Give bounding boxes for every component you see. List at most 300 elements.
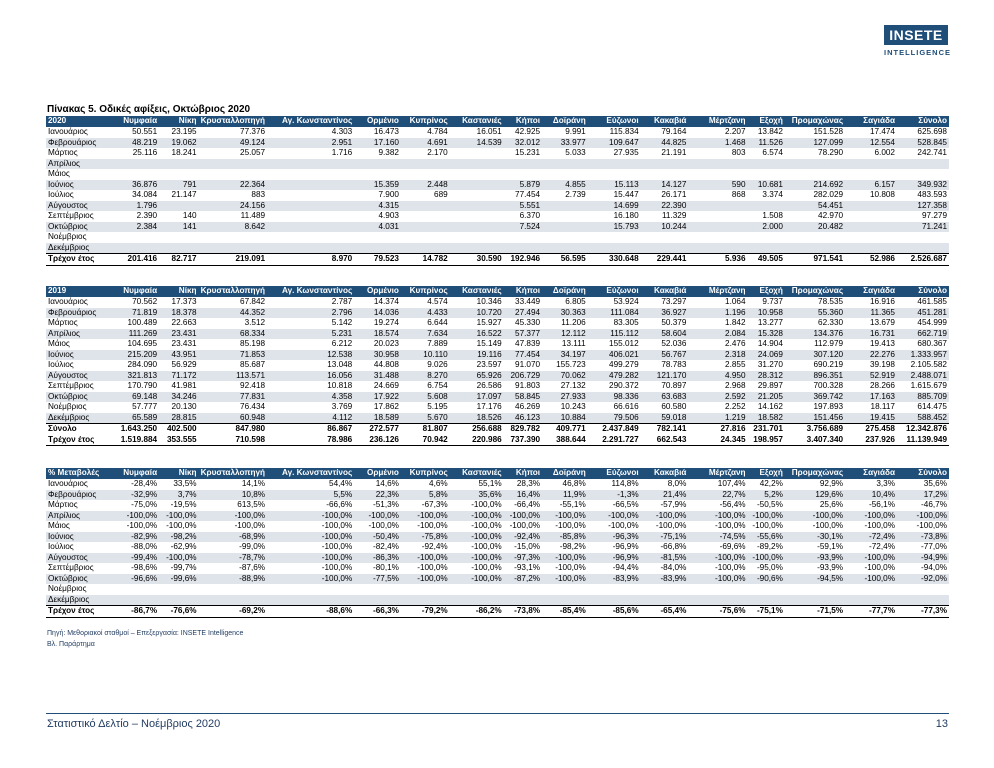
table-cell: 17.160 [354, 138, 401, 149]
table-cell: 34.084 [132, 190, 158, 199]
table-cell: -100,0% [450, 532, 504, 543]
table-cell: 42.925 [515, 127, 541, 136]
table-cell: -99,7% [170, 563, 197, 572]
table-percent-change [46, 468, 949, 618]
table-cell: 1.508 [762, 211, 783, 220]
table-cell: 41.981 [171, 381, 197, 390]
table-cell [354, 243, 401, 254]
table-cell: 17.097 [450, 392, 504, 403]
table-cell: -98,2% [159, 532, 198, 543]
table-cell: 170.790 [127, 381, 158, 390]
table-cell [641, 595, 689, 606]
table-cell: -68,9% [199, 532, 268, 543]
logo-subtitle: INTELLIGENCE [884, 48, 952, 57]
table-cell: -100,0% [542, 574, 588, 585]
table-cell: 44.825 [641, 138, 689, 149]
table-cell: 21.191 [661, 148, 687, 157]
table-cell: 7.900 [378, 190, 399, 199]
table-cell: 33.977 [542, 138, 588, 149]
table-cell: -92,4% [421, 542, 448, 551]
column-header: Νυμφαία [110, 468, 159, 479]
column-header: Καστανιές [450, 468, 504, 479]
table-cell: -67,3% [421, 500, 448, 509]
table-cell: 44.808 [373, 360, 399, 369]
table-cell: 121.170 [641, 371, 689, 382]
table-cell [688, 232, 747, 243]
table-cell: -66,8% [660, 542, 687, 551]
table-cell: -19,5% [170, 500, 197, 509]
total-cell: 662.543 [641, 435, 689, 446]
row-label: Μάιος [48, 339, 70, 348]
column-header: Σαγιάδα [845, 468, 897, 479]
table-cell: 32.012 [504, 138, 542, 149]
table-cell: 109.647 [588, 138, 641, 149]
table-cell: -99,4% [110, 553, 159, 564]
table-cell: 5.551 [504, 201, 542, 212]
total-cell: -73,8% [504, 606, 542, 618]
table-cell: 115.834 [609, 127, 639, 136]
row-label: Μάιος [48, 169, 70, 178]
table-cell: -85,8% [542, 532, 588, 543]
table-cell: -73,8% [897, 532, 949, 543]
table-row [46, 532, 949, 543]
row-label: Σεπτέμβριος [48, 211, 94, 220]
table-row [46, 392, 949, 403]
table-cell: -32,9% [110, 490, 159, 501]
column-header: Κακαβιά [641, 116, 689, 127]
table-cell: 114,8% [611, 479, 639, 488]
table-cell: -100,0% [417, 521, 448, 530]
total-cell: 52.986 [845, 254, 897, 266]
row-label: Ιανουάριος [48, 297, 88, 306]
table-cell [688, 159, 747, 170]
table-cell: 12.554 [845, 138, 897, 149]
table-cell [267, 584, 354, 595]
table-row [46, 371, 949, 382]
table-cell: 23.431 [171, 339, 197, 348]
total-cell: 231.701 [748, 424, 785, 435]
table-cell: 16.180 [613, 211, 639, 220]
header-row [46, 468, 949, 479]
total-cell: 2.291.727 [588, 435, 641, 446]
table-cell: 79.506 [588, 413, 641, 424]
table-cell [450, 180, 504, 191]
table-cell: 60.580 [661, 402, 687, 411]
table-cell: -77,5% [354, 574, 401, 585]
table-cell: 8.270 [401, 371, 450, 382]
table-cell [159, 584, 198, 595]
table-cell: 36.876 [110, 180, 159, 191]
row-label: Μάρτιος [48, 148, 78, 157]
table-cell [110, 159, 159, 170]
total-cell: 402.500 [159, 424, 198, 435]
table-cell [785, 584, 845, 595]
table-cell: 16.473 [373, 127, 399, 136]
table-cell: 85.198 [240, 339, 266, 348]
table-cell: -99,0% [239, 542, 266, 551]
column-header: Νίκη [159, 286, 198, 297]
total-cell: 49.505 [748, 254, 785, 266]
table-cell [199, 232, 268, 243]
column-header: Εύζωνοι [588, 468, 641, 479]
table-cell: 349.932 [897, 180, 949, 191]
table-row [46, 190, 949, 201]
table-row [46, 511, 949, 522]
table-row [46, 339, 949, 350]
row-label: Φεβρουάριος [46, 308, 110, 319]
table-cell: 48.219 [110, 138, 159, 149]
source-note: Πηγή: Μεθοριακοί σταθμοί – Επεξεργασία: INSETE Intelligence [47, 630, 244, 637]
table-cell: 52.919 [845, 371, 897, 382]
header-label: 2020 [46, 116, 110, 127]
table-row [46, 159, 949, 170]
table-cell: 104.695 [127, 339, 158, 348]
table-cell: 11.489 [240, 211, 266, 220]
table-cell [401, 211, 450, 222]
table-cell: 98.336 [588, 392, 641, 403]
table-cell [748, 595, 785, 606]
table-cell [897, 159, 949, 170]
table-cell: 1.064 [725, 297, 746, 306]
table-row [46, 169, 949, 180]
table-cell [450, 584, 504, 595]
row-label: Ιούλιος [48, 190, 74, 199]
table-cell: 46,8% [562, 479, 586, 488]
table-cell: 15.113 [588, 180, 641, 191]
table-cell: -66,4% [514, 500, 541, 509]
table-cell: 14.539 [450, 138, 504, 149]
row-label: Απρίλιος [46, 329, 110, 340]
table-cell: 885.709 [897, 392, 949, 403]
table-cell [267, 190, 354, 201]
table-cell: -87,6% [239, 563, 266, 572]
table-cell: -100,0% [655, 521, 687, 530]
table-cell: -100,0% [321, 521, 353, 530]
column-header: Νυμφαία [110, 286, 159, 297]
table-cell: 690.219 [813, 360, 844, 369]
table-row [46, 350, 949, 361]
column-header: Κακαβιά [641, 468, 689, 479]
total-cell: 737.390 [504, 435, 542, 446]
table-cell: 23.597 [476, 360, 502, 369]
table-cell: 2.170 [427, 148, 448, 157]
table-cell [897, 595, 949, 606]
row-label: Σεπτέμβριος [48, 381, 94, 390]
table-cell: 113.571 [199, 371, 268, 382]
total-cell: -88,6% [267, 606, 354, 618]
table-cell: -100,0% [748, 553, 785, 564]
table-row [46, 211, 949, 222]
table-cell: 151.528 [813, 127, 844, 136]
table-cell: 56.767 [641, 350, 689, 361]
total-cell: -76,6% [159, 606, 198, 618]
table-cell: 18.574 [354, 329, 401, 340]
table-cell: 290.372 [609, 381, 639, 390]
table-cell: -100,0% [504, 511, 542, 522]
table-cell: 10.244 [641, 222, 689, 233]
table-cell: -82,9% [110, 532, 159, 543]
total-cell: -86,2% [450, 606, 504, 618]
table-cell: -100,0% [267, 574, 354, 585]
table-cell: -100,0% [509, 521, 541, 530]
table-cell: -100,0% [752, 521, 783, 530]
table-cell: 91.070 [515, 360, 541, 369]
table-cell [748, 232, 785, 243]
table-cell: 13.048 [327, 360, 353, 369]
table-cell: 18.378 [159, 308, 198, 319]
column-header: Δοϊράνη [542, 468, 588, 479]
table-cell: -30,1% [785, 532, 845, 543]
table-cell: 70.897 [661, 381, 687, 390]
table-cell: 868 [731, 190, 746, 199]
table-cell: -59,1% [817, 542, 844, 551]
table-cell: 17.474 [869, 127, 895, 136]
table-cell: -75,8% [401, 532, 450, 543]
table-cell: 83.305 [613, 318, 639, 327]
table-cell: 15.328 [748, 329, 785, 340]
table-cell: 56.929 [171, 360, 197, 369]
column-header: Νίκη [159, 116, 198, 127]
table-cell: -69,6% [719, 542, 746, 551]
table-cell: 242.741 [917, 148, 947, 157]
row-label: Ιούλιος [48, 542, 74, 551]
table-cell [159, 595, 198, 606]
table-cell: 2.448 [401, 180, 450, 191]
table-row [46, 201, 949, 212]
table-row [46, 500, 949, 511]
total-cell: -77,3% [897, 606, 949, 618]
table-cell: -100,0% [542, 553, 588, 564]
table-cell [785, 595, 845, 606]
total-cell: 971.541 [785, 254, 845, 266]
table-cell: 20.482 [785, 222, 845, 233]
table-cell [267, 201, 354, 212]
table-cell: 112.979 [814, 339, 844, 348]
table-cell: 6.754 [427, 381, 448, 390]
column-header: Καστανιές [450, 116, 504, 127]
column-header: Αγ. Κωνσταντίνος [267, 468, 354, 479]
table-cell: 31.270 [757, 360, 783, 369]
table-cell [748, 169, 785, 180]
header-row [46, 116, 949, 127]
table-cell: -93,9% [817, 563, 844, 572]
column-header: Εξοχή [748, 116, 785, 127]
total-cell: 272.577 [354, 424, 401, 435]
table-cell [785, 159, 845, 170]
total-cell: 81.807 [401, 424, 450, 435]
table-cell: 19.415 [845, 413, 897, 424]
column-header: Κρυσταλλοπηγή [199, 116, 268, 127]
total-cell: -86,7% [110, 606, 159, 618]
table-cell: 406.021 [588, 350, 641, 361]
table-cell [542, 595, 588, 606]
total-cell: 14.782 [401, 254, 450, 266]
table-cell [159, 232, 198, 243]
table-cell: 22,3% [354, 490, 401, 501]
table-cell: 129,6% [785, 490, 845, 501]
column-header: Κρυσταλλοπηγή [199, 286, 268, 297]
column-header: Προμαχώνας [785, 468, 845, 479]
table-cell: -83,9% [641, 574, 689, 585]
table-cell [688, 169, 747, 180]
table-cell: 45.330 [515, 318, 541, 327]
table-cell: 11,9% [542, 490, 588, 501]
table-cell: -81,5% [641, 553, 689, 564]
table-cell: 141 [159, 222, 198, 233]
table-cell: -100,0% [267, 532, 354, 543]
table-cell: 25.057 [240, 148, 266, 157]
table-cell: -100,0% [417, 563, 448, 572]
table-row [46, 180, 949, 191]
table-cell [267, 595, 354, 606]
table-cell: 28.266 [869, 381, 895, 390]
table-cell: -100,0% [110, 511, 159, 522]
table-cell: -100,0% [864, 563, 895, 572]
column-header: Κήποι [504, 468, 542, 479]
table-cell: -93,9% [785, 553, 845, 564]
table-cell: 155.723 [556, 360, 586, 369]
table-cell [897, 584, 949, 595]
total-cell: 198.957 [748, 435, 785, 446]
total-cell: 275.458 [845, 424, 897, 435]
column-header: Σαγιάδα [845, 286, 897, 297]
logo-brand: INSETE [884, 25, 948, 45]
table-cell [748, 159, 785, 170]
table-cell: 2.105.582 [910, 360, 947, 369]
table-cell [159, 243, 198, 254]
table-row [46, 138, 949, 149]
table-cell: 5.670 [401, 413, 450, 424]
table-cell [542, 584, 588, 595]
table-cell: 2.951 [267, 138, 354, 149]
table-cell: 2.476 [725, 339, 746, 348]
total-cell: 27.816 [688, 424, 747, 435]
table-cell: -88,9% [199, 574, 268, 585]
table-cell: 50.379 [661, 318, 687, 327]
table-cell: -84,0% [660, 563, 687, 572]
table-cell: -100,0% [401, 553, 450, 564]
table-cell [748, 243, 785, 254]
table-cell: 49.124 [199, 138, 268, 149]
table-cell: 791 [159, 180, 198, 191]
table-cell: 16,4% [504, 490, 542, 501]
total-cell: -79,2% [401, 606, 450, 618]
table-cell [450, 232, 504, 243]
table-cell: 78.535 [818, 297, 844, 306]
table-cell [401, 584, 450, 595]
table-cell: -100,0% [267, 553, 354, 564]
table-cell: 76.434 [240, 402, 266, 411]
total-cell: 70.942 [401, 435, 450, 446]
table-cell [450, 211, 504, 222]
table-cell: 111.269 [110, 329, 159, 340]
table-cell: 35,6% [450, 490, 504, 501]
table-cell [785, 243, 845, 254]
table-cell: 5.879 [504, 180, 542, 191]
column-header: Προμαχώνας [785, 116, 845, 127]
table-cell [110, 595, 159, 606]
total-cell: -71,5% [785, 606, 845, 618]
table-cell: 483.593 [917, 190, 947, 199]
table-cell [450, 159, 504, 170]
table-row [46, 521, 949, 532]
table-cell: 10.884 [542, 413, 588, 424]
table-cell: 625.698 [917, 127, 947, 136]
table-cell: 2.384 [110, 222, 159, 233]
total-cell: 30.590 [450, 254, 504, 266]
total-cell: 229.441 [641, 254, 689, 266]
table-cell: 13.842 [757, 127, 783, 136]
column-header: Κήποι [504, 116, 542, 127]
table-cell: 284.090 [127, 360, 158, 369]
table-cell: -100,0% [588, 511, 641, 522]
table-cell: 3.374 [762, 190, 783, 199]
table-cell: 590 [688, 180, 747, 191]
table-cell: 27.935 [613, 148, 639, 157]
table-cell: 22,7% [688, 490, 747, 501]
table-cell: 14.036 [354, 308, 401, 319]
column-header: Μέρτζανη [688, 116, 747, 127]
table-cell: 5.608 [401, 392, 450, 403]
table-cell: 14.127 [641, 180, 689, 191]
table-cell: 97.279 [921, 211, 947, 220]
table-cell: 33.449 [515, 297, 541, 306]
table-cell [110, 243, 159, 254]
table-cell: 34.197 [542, 350, 588, 361]
table-cell [450, 201, 504, 212]
table-cell: 4.903 [378, 211, 399, 220]
table-cell: -78,7% [199, 553, 268, 564]
table-cell [588, 595, 641, 606]
table-cell [354, 159, 401, 170]
table-cell: -100,0% [555, 563, 586, 572]
table-cell [504, 584, 542, 595]
table-cell: 803 [731, 148, 746, 157]
table-cell: 54,4% [329, 479, 353, 488]
table-cell: -100,0% [471, 500, 502, 509]
table-cell [401, 595, 450, 606]
total-cell: 11.139.949 [897, 435, 949, 446]
table-cell: 115.112 [588, 329, 641, 340]
total-cell: -85,6% [588, 606, 641, 618]
table-cell: 3,3% [876, 479, 895, 488]
table-cell: 4.303 [331, 127, 353, 136]
total-cell: 8.970 [267, 254, 354, 266]
table-cell: 3.769 [331, 402, 353, 411]
table-cell: -100,0% [368, 521, 399, 530]
table-cell: 10,8% [199, 490, 268, 501]
table-cell: 18.526 [450, 413, 504, 424]
table-cell [199, 243, 268, 254]
table-cell: -100,0% [897, 511, 949, 522]
table-cell: 10.346 [476, 297, 502, 306]
row-label: Νοέμβριος [48, 402, 87, 411]
table-cell: 16.522 [450, 329, 504, 340]
table-cell: 16.051 [476, 127, 502, 136]
table-cell: 689 [434, 190, 448, 199]
table-cell: -56,1% [869, 500, 895, 509]
table-cell [897, 169, 949, 180]
table-cell: 22.390 [641, 201, 689, 212]
table-cell: 3,7% [159, 490, 198, 501]
insete-logo [884, 25, 952, 57]
table-row [46, 413, 949, 424]
header-label: 2019 [46, 286, 110, 297]
table-cell [845, 243, 897, 254]
table-cell: 528.845 [897, 138, 949, 149]
table-cell: 26.586 [476, 381, 502, 390]
table-cell: 4.950 [688, 371, 747, 382]
